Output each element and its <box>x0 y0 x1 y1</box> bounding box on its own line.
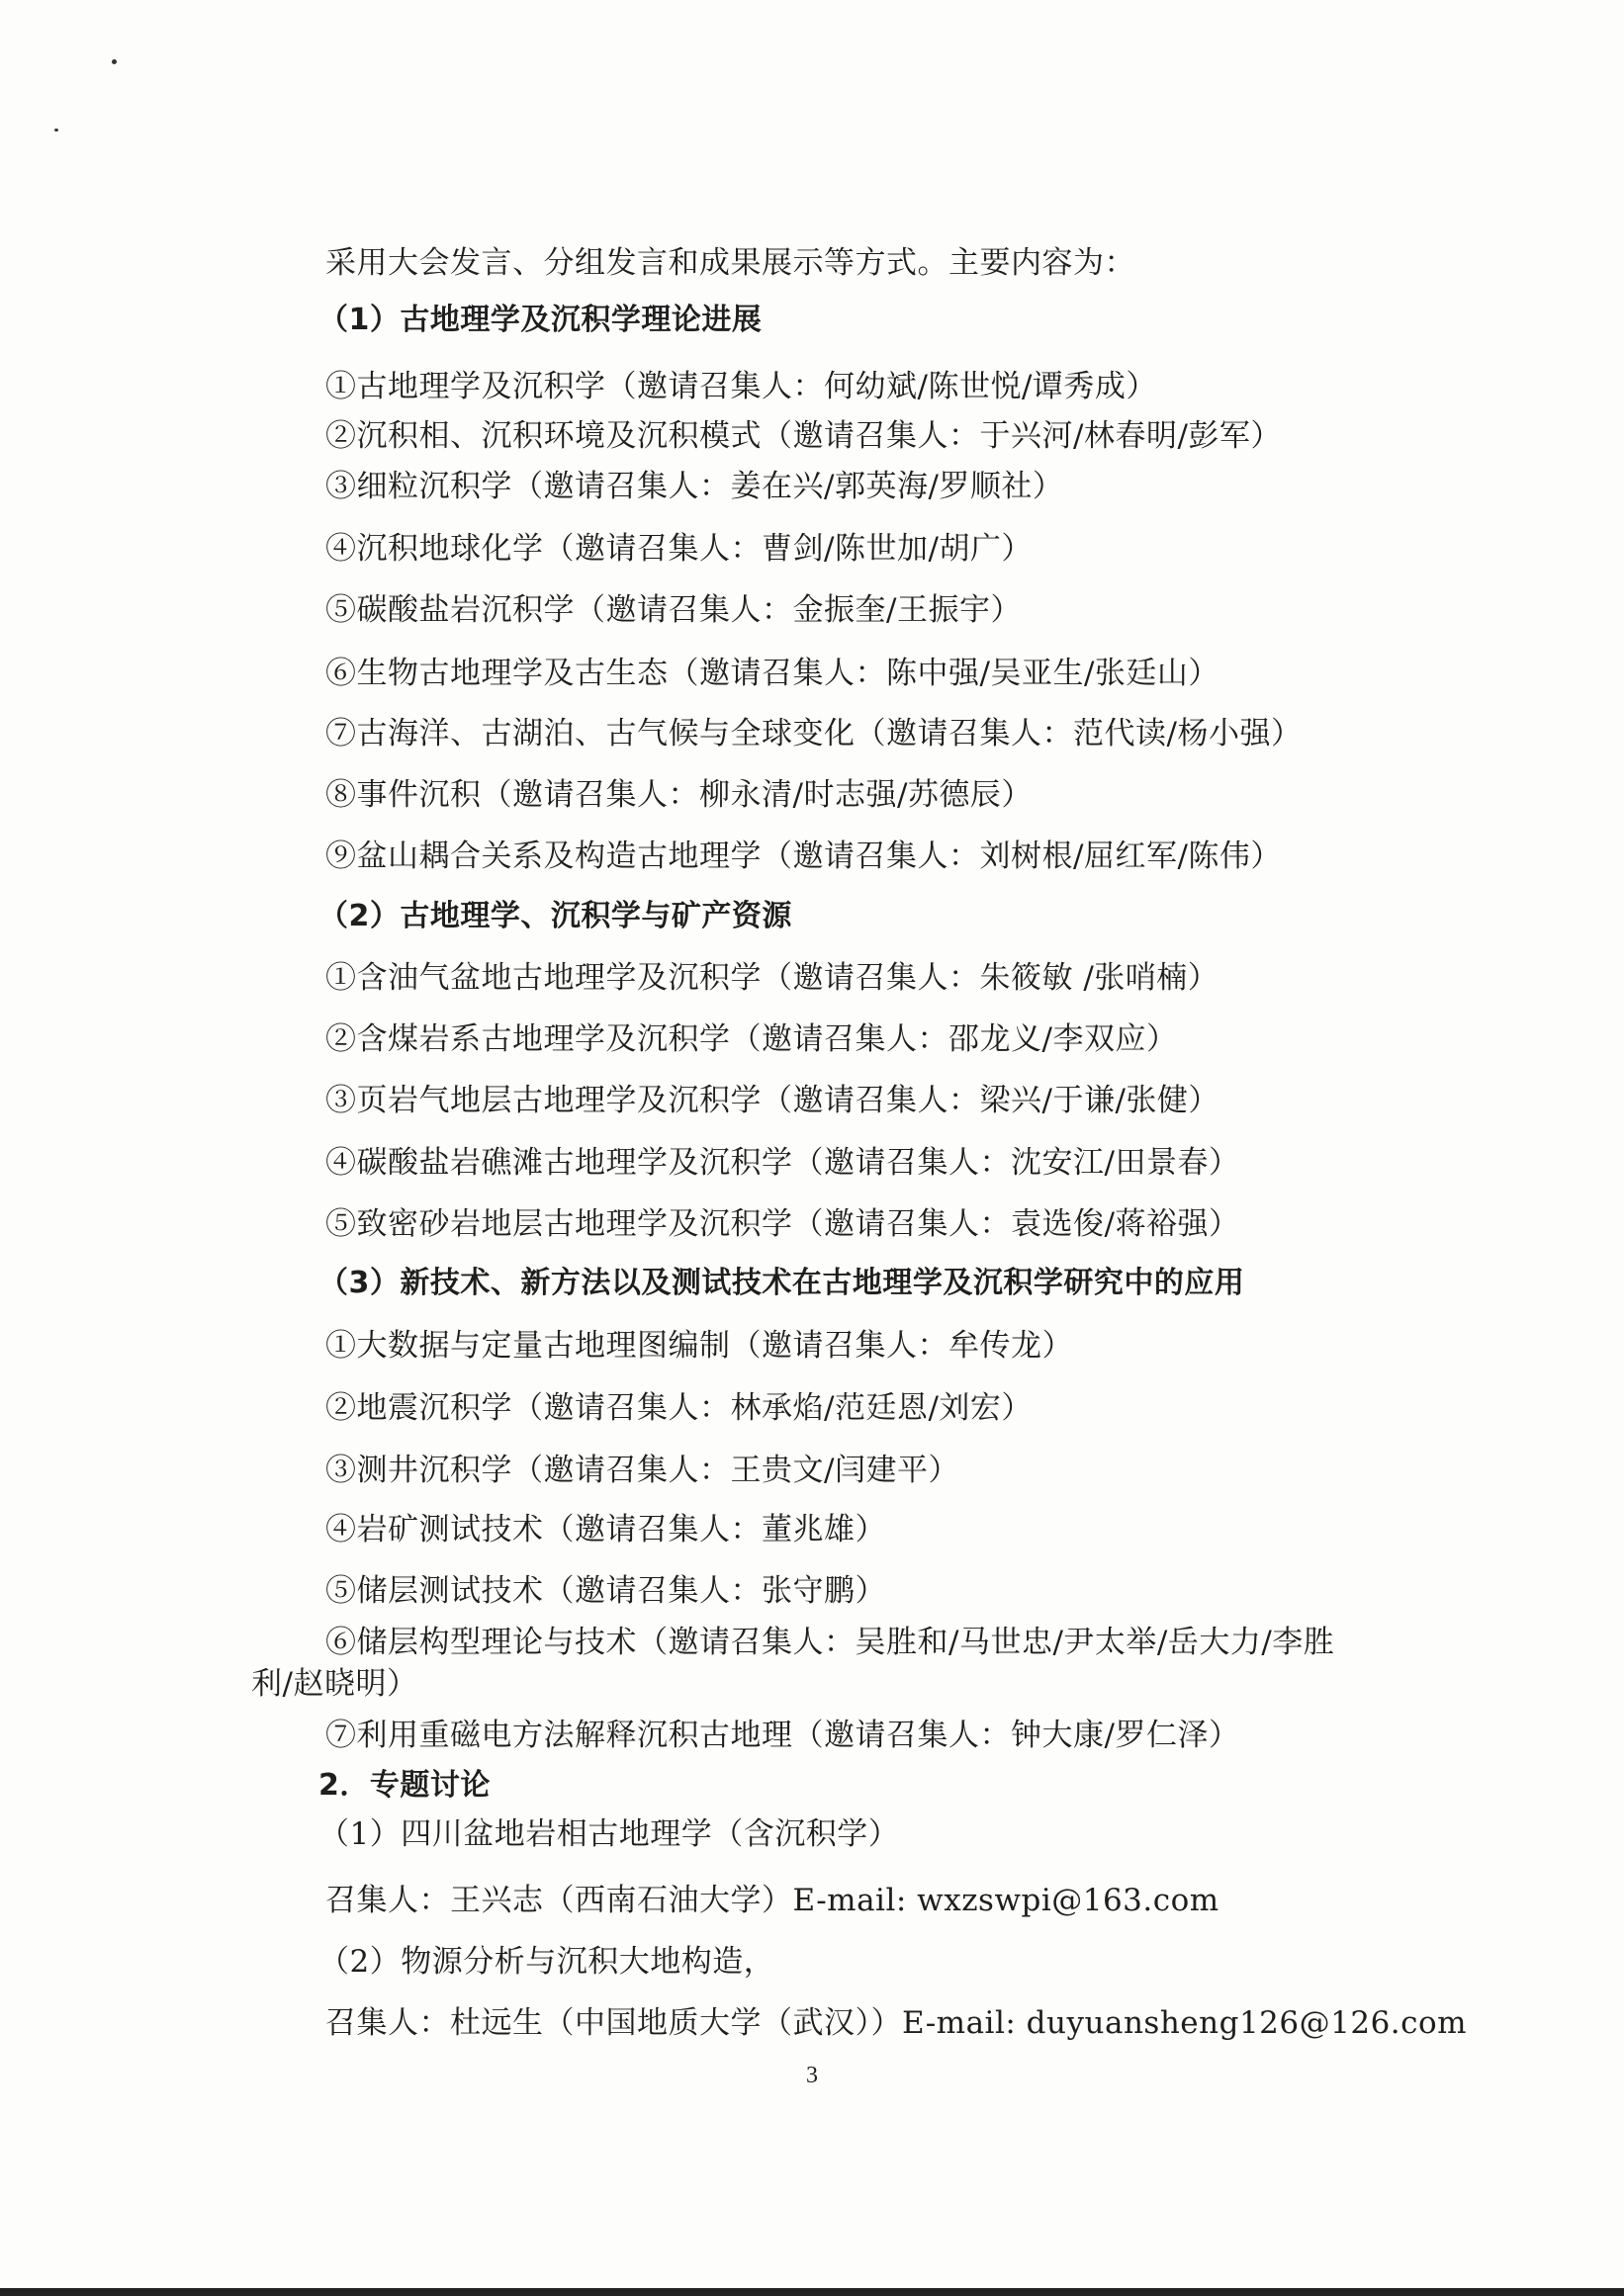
list-item: ②含煤岩系古地理学及沉积学（邀请召集人：邵龙义/李双应） <box>325 1021 1178 1057</box>
list-item: ⑤碳酸盐岩沉积学（邀请召集人：金振奎/王振宇） <box>325 592 1022 628</box>
section-heading-1: （1）古地理学及沉积学理论进展 <box>318 303 763 337</box>
list-item: ③页岩气地层古地理学及沉积学（邀请召集人：梁兴/于谦/张健） <box>325 1083 1219 1118</box>
topic-convener: 召集人：杜远生（中国地质大学（武汉））E-mail: duyuansheng126@126.com <box>325 2005 1468 2041</box>
list-item: ④碳酸盐岩礁滩古地理学及沉积学（邀请召集人：沈安江/田景春） <box>325 1145 1240 1181</box>
list-item: ③细粒沉积学（邀请召集人：姜在兴/郭英海/罗顺社） <box>325 469 1064 504</box>
list-item: ④岩矿测试技术（邀请召集人：董兆雄） <box>325 1512 886 1547</box>
scan-speck <box>54 129 58 132</box>
scan-edge <box>0 2288 1624 2296</box>
list-item: ③测井沉积学（邀请召集人：王贵文/闫建平） <box>325 1453 959 1488</box>
page-number: 3 <box>806 2063 818 2088</box>
list-item: ⑦利用重磁电方法解释沉积古地理（邀请召集人：钟大康/罗仁泽） <box>325 1718 1240 1753</box>
topic-title: （1）四川盆地岩相古地理学（含沉积学） <box>318 1816 900 1852</box>
list-item: ②沉积相、沉积环境及沉积模式（邀请召集人：于兴河/林春明/彭军） <box>325 418 1282 454</box>
topic-title: （2）物源分析与沉积大地构造， <box>318 1944 775 1980</box>
list-item: ⑤储层测试技术（邀请召集人：张守鹏） <box>325 1573 886 1609</box>
scan-speck <box>112 59 117 64</box>
list-item: ⑨盆山耦合关系及构造古地理学（邀请召集人：刘树根/屈红军/陈伟） <box>325 839 1282 874</box>
list-item: ⑤致密砂岩地层古地理学及沉积学（邀请召集人：袁选俊/蒋裕强） <box>325 1206 1240 1242</box>
section-heading-3: （3）新技术、新方法以及测试技术在古地理学及沉积学研究中的应用 <box>318 1266 1245 1300</box>
list-item: ①含油气盆地古地理学及沉积学（邀请召集人：朱筱敏 /张哨楠） <box>325 960 1219 996</box>
intro-text: 采用大会发言、分组发言和成果展示等方式。主要内容为： <box>325 245 1135 281</box>
list-item-continuation: 利/赵晓明） <box>251 1666 418 1702</box>
list-item: ⑥储层构型理论与技术（邀请召集人：吴胜和/马世忠/尹太举/岳大力/李胜 <box>325 1625 1335 1660</box>
list-item: ①大数据与定量古地理图编制（邀请召集人：牟传龙） <box>325 1328 1073 1364</box>
list-item: ⑦古海洋、古湖泊、古气候与全球变化（邀请召集人：范代读/杨小强） <box>325 716 1303 751</box>
section-heading-2: （2）古地理学、沉积学与矿产资源 <box>318 899 792 933</box>
topic-convener: 召集人：王兴志（西南石油大学）E-mail: wxzswpi@163.com <box>325 1883 1219 1918</box>
topic-heading: 2．专题讨论 <box>318 1768 491 1803</box>
list-item: ②地震沉积学（邀请召集人：林承焰/范廷恩/刘宏） <box>325 1390 1033 1426</box>
list-item: ④沉积地球化学（邀请召集人：曹剑/陈世加/胡广） <box>325 531 1033 567</box>
list-item: ①古地理学及沉积学（邀请召集人：何幼斌/陈世悦/谭秀成） <box>325 369 1157 404</box>
list-item: ⑧事件沉积（邀请召集人：柳永清/时志强/苏德辰） <box>325 777 1033 813</box>
list-item: ⑥生物古地理学及古生态（邀请召集人：陈中强/吴亚生/张廷山） <box>325 656 1219 691</box>
